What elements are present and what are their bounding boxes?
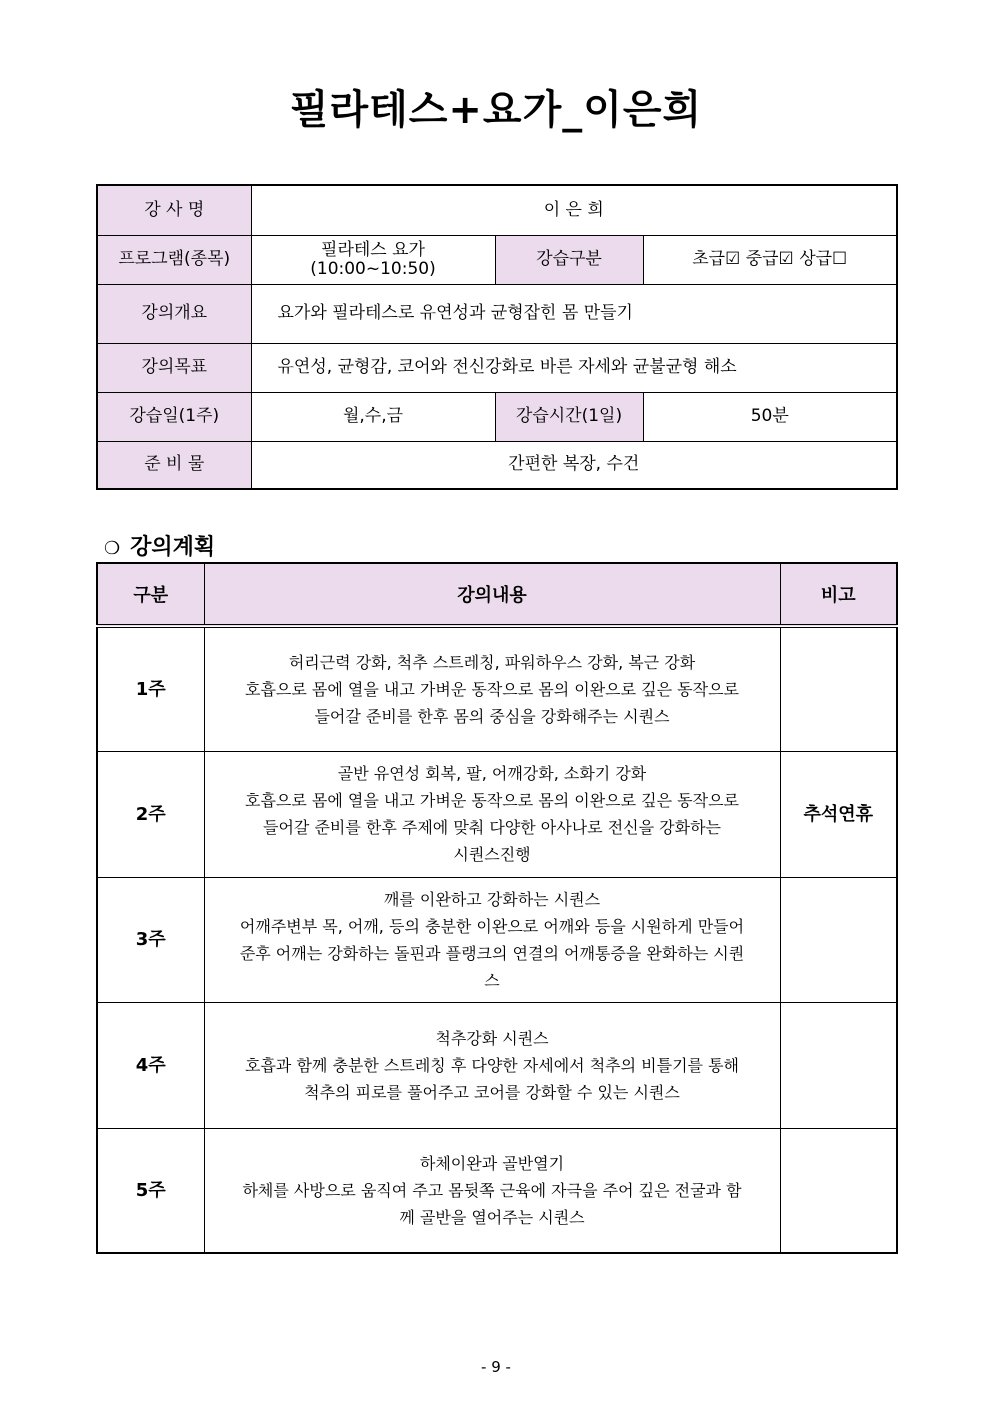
section-heading-text: 강의계획 — [130, 535, 216, 560]
program-time: (10:00~10:50) — [310, 258, 436, 279]
program-name: 필라테스 요가 — [321, 239, 425, 260]
column-header-content: 강의내용 — [204, 563, 780, 626]
document-title: 필라테스+요가_이은희 — [289, 87, 703, 133]
days-label: 강습일(1주) — [97, 392, 251, 441]
note-cell: 추석연휴 — [780, 751, 897, 877]
content-cell: 골반 유연성 회복, 팔, 어깨강화, 소화기 강화 호흡으로 몸에 열을 내고 가벼운 동작으로 몸의 이완으로 깊은 동작으로 들어갈 준비를 한후 주제에 맞춰 다양한 아사나로 전신을 강화하는 시퀀스진행 — [204, 751, 780, 877]
week-cell: 3주 — [97, 877, 204, 1002]
goal-row — [97, 343, 897, 392]
lesson-plan-table — [96, 562, 898, 1254]
content-cell: 깨를 이완하고 강화하는 시퀀스 어깨주변부 목, 어깨, 등의 충분한 이완으로 어깨와 등을 시원하게 만들어 준후 어깨는 강화하는 돌핀과 플랭크의 연결의 어깨통증을 완화하는 시퀀 스 — [204, 877, 780, 1002]
supplies-value: 간편한 복장, 수건 — [251, 441, 897, 489]
note-cell — [780, 1128, 897, 1253]
note-cell — [780, 1002, 897, 1128]
duration-value: 50분 — [643, 392, 897, 441]
plan-header-row — [97, 563, 897, 626]
overview-row — [97, 284, 897, 343]
goal-value: 유연성, 균형감, 코어와 전신강화로 바른 자세와 균불균형 해소 — [251, 343, 897, 392]
content-cell: 척추강화 시퀀스 호흡과 함께 충분한 스트레칭 후 다양한 자세에서 척추의 비틀기를 통해 척추의 피로를 풀어주고 코어를 강화할 수 있는 시퀀스 — [204, 1002, 780, 1128]
level-label: 강습구분 — [495, 235, 643, 284]
table-row — [97, 877, 897, 1002]
content-cell: 하체이완과 골반열기 하체를 사방으로 움직여 주고 몸뒷쪽 근육에 자극을 주어 깊은 전굴과 함 께 골반을 열어주는 시퀀스 — [204, 1128, 780, 1253]
supplies-label: 준 비 물 — [97, 441, 251, 489]
goal-label: 강의목표 — [97, 343, 251, 392]
program-row — [97, 235, 897, 284]
week-cell: 5주 — [97, 1128, 204, 1253]
week-cell: 1주 — [97, 626, 204, 751]
table-row — [97, 751, 897, 877]
overview-label: 강의개요 — [97, 284, 251, 343]
instructor-row — [97, 185, 897, 235]
instructor-label: 강 사 명 — [97, 185, 251, 235]
table-row — [97, 626, 897, 751]
table-row — [97, 1128, 897, 1253]
week-cell: 4주 — [97, 1002, 204, 1128]
course-info-table — [96, 184, 898, 490]
note-cell — [780, 626, 897, 751]
program-label: 프로그램(종목) — [97, 235, 251, 284]
section-heading — [104, 530, 215, 561]
table-row — [97, 1002, 897, 1128]
page-number: - 9 - — [481, 1358, 511, 1376]
note-cell — [780, 877, 897, 1002]
program-value — [251, 235, 495, 284]
schedule-row — [97, 392, 897, 441]
week-cell: 2주 — [97, 751, 204, 877]
column-header-note: 비고 — [780, 563, 897, 626]
level-value: 초급☑ 중급☑ 상급☐ — [643, 235, 897, 284]
column-header-week: 구분 — [97, 563, 204, 626]
content-cell: 허리근력 강화, 척추 스트레칭, 파워하우스 강화, 복근 강화 호흡으로 몸에 열을 내고 가벼운 동작으로 몸의 이완으로 깊은 동작으로 들어갈 준비를 한후 몸의 중심을 강화해주는 시퀀스 — [204, 626, 780, 751]
days-value: 월,수,금 — [251, 392, 495, 441]
duration-label: 강습시간(1일) — [495, 392, 643, 441]
circle-bullet-icon: ❍ — [104, 538, 121, 559]
overview-value: 요가와 필라테스로 유연성과 균형잡힌 몸 만들기 — [251, 284, 897, 343]
instructor-value: 이 은 희 — [251, 185, 897, 235]
supplies-row — [97, 441, 897, 489]
